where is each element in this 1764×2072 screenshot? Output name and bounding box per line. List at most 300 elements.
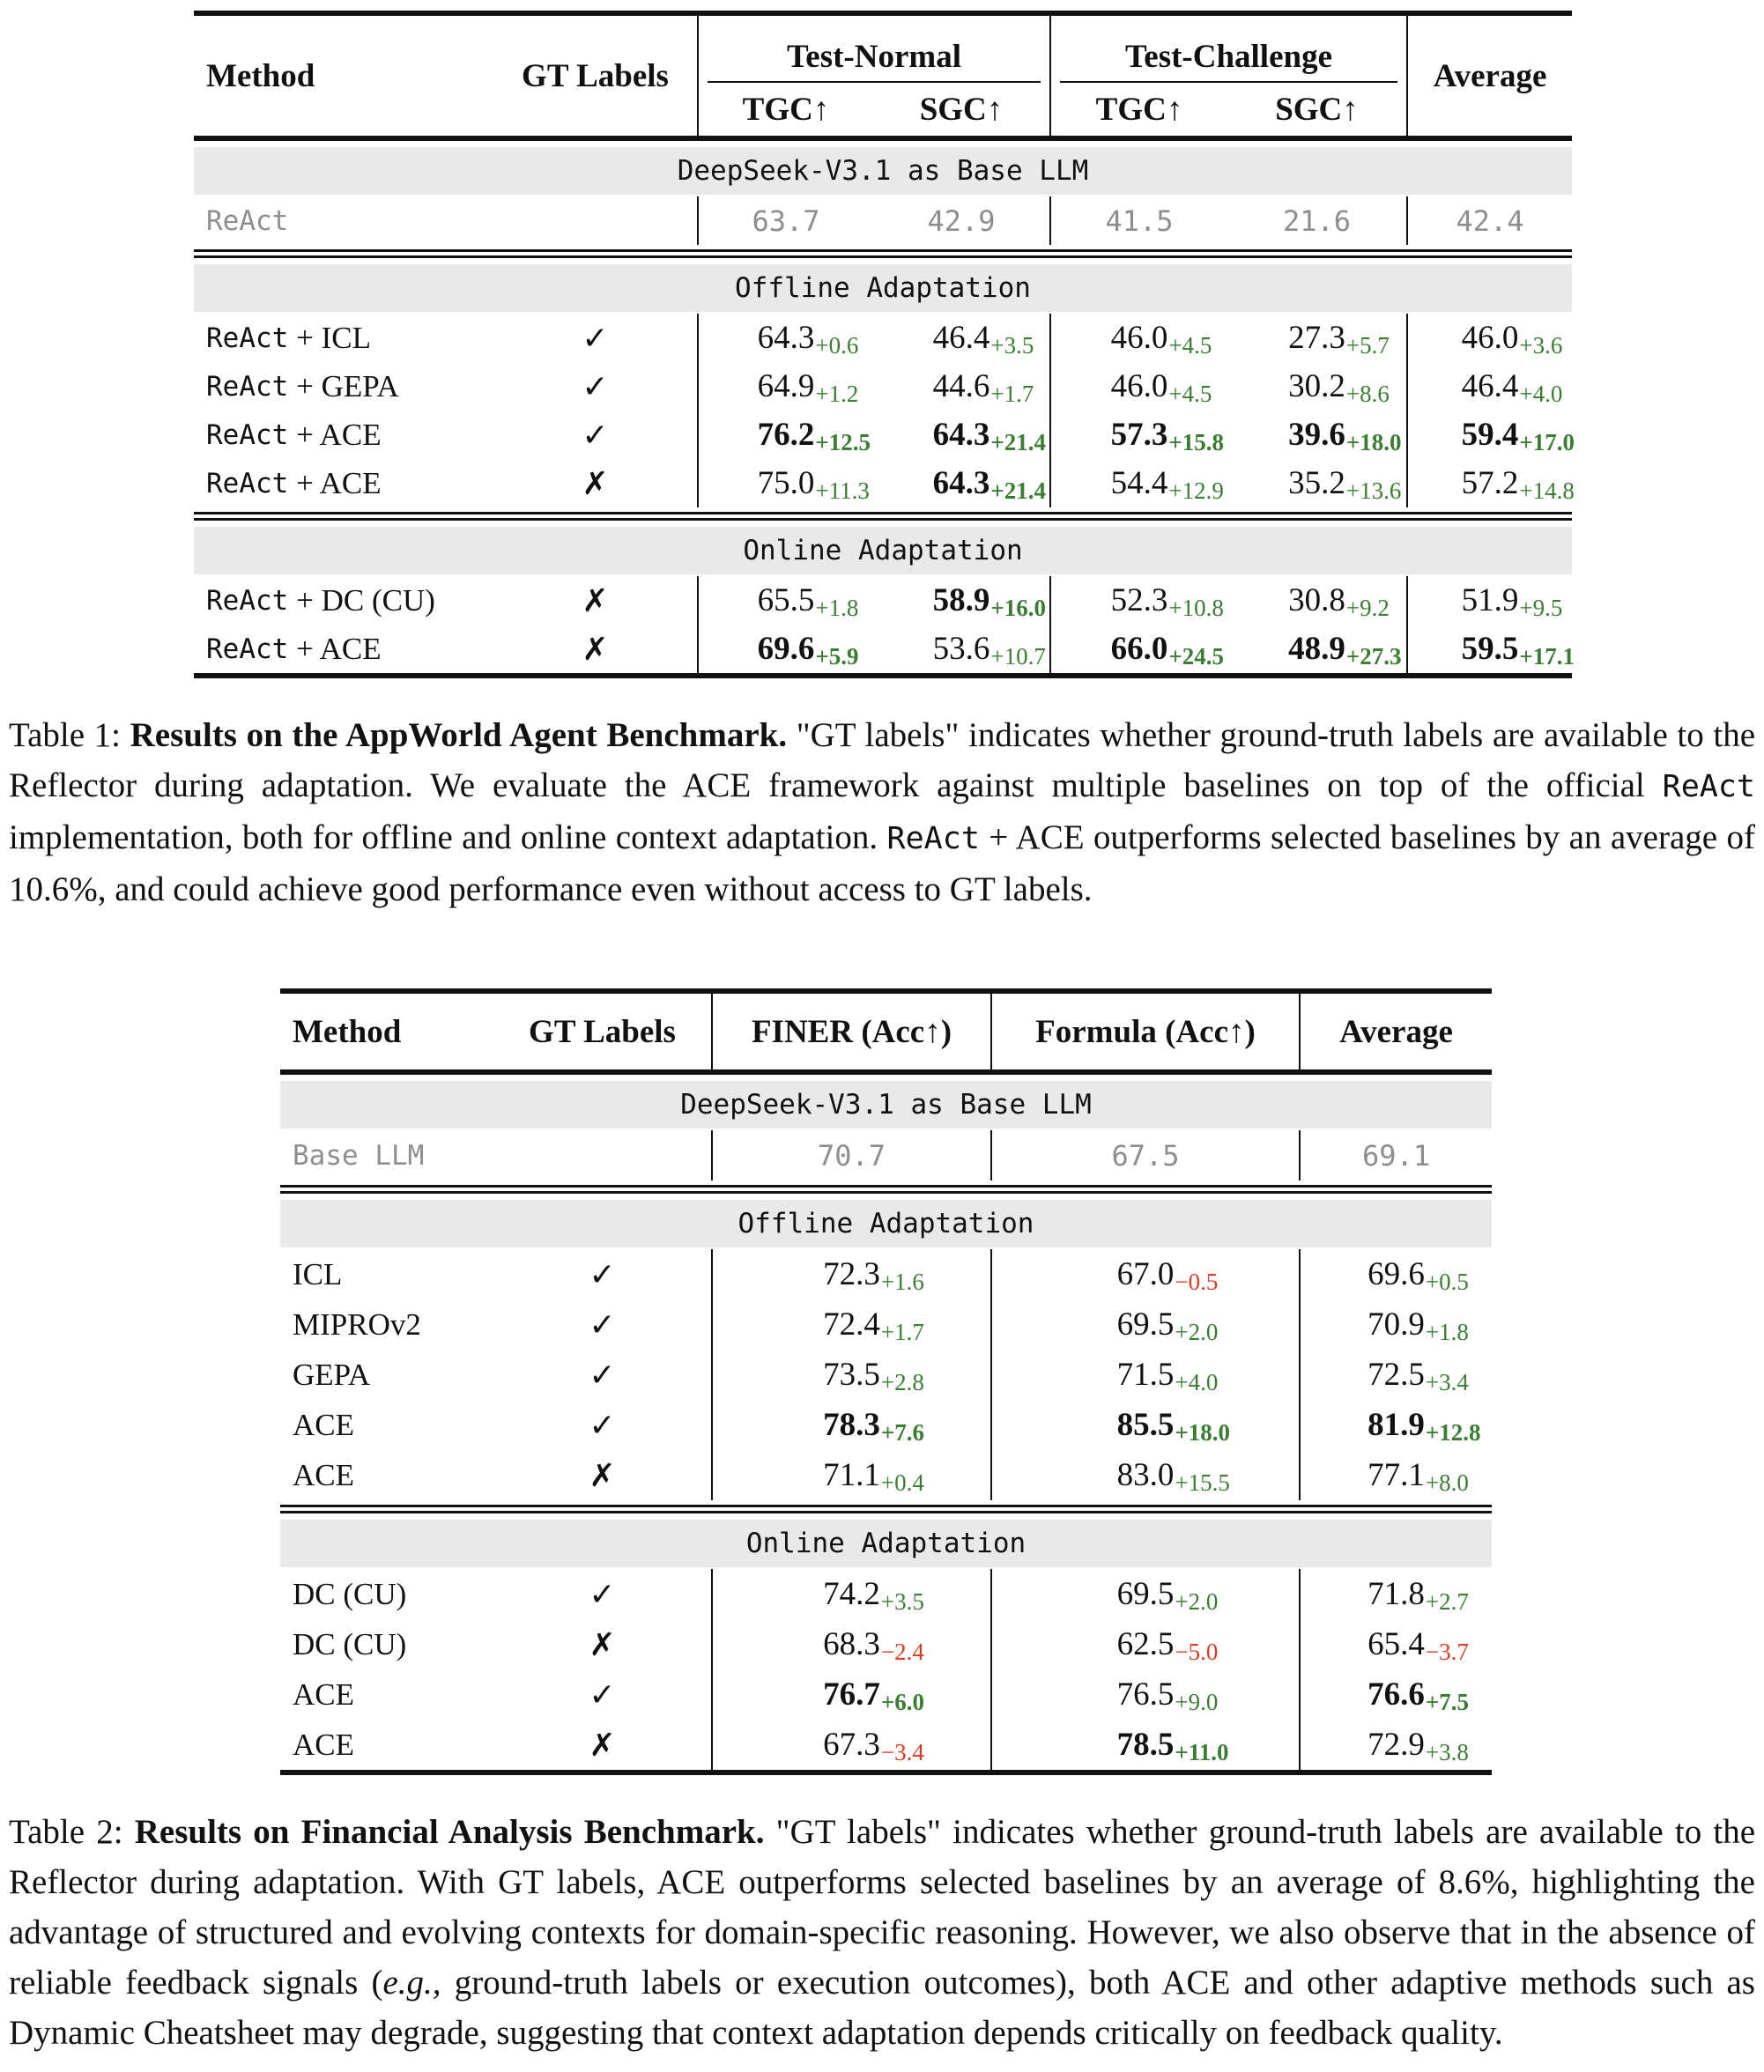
gt-labels-cell (493, 1450, 711, 1500)
value-cell (1406, 314, 1572, 362)
metric-value: 59.5 +17.1 (1461, 631, 1575, 670)
cross-icon: ✗ (582, 582, 609, 618)
metric-value: 58.9 +16.0 (932, 582, 1047, 622)
value-cell (711, 1350, 990, 1400)
delta-subscript: +4.0 (1175, 1369, 1219, 1396)
delta-subscript: −5.0 (1175, 1639, 1219, 1666)
delta-subscript: +4.5 (1168, 332, 1212, 359)
table-row (194, 411, 1575, 459)
method-cell (280, 1450, 493, 1500)
value-cell (711, 1249, 990, 1299)
value-cell (1049, 362, 1227, 411)
col-header-sgc-normal: SGC↑ (919, 91, 1004, 128)
delta-subscript: +7.5 (1425, 1689, 1470, 1716)
metric-value: 35.2 +13.6 (1288, 465, 1402, 505)
gt-labels-cell (493, 1569, 711, 1619)
value-cell (990, 1299, 1299, 1350)
table-row (280, 1720, 1492, 1770)
value-cell (1049, 411, 1227, 459)
caption-segment: e.g., (382, 1964, 441, 2002)
value-cell (990, 1619, 1299, 1669)
metric-value: 72.3 +1.6 (823, 1256, 924, 1296)
gt-labels-cell (493, 1350, 711, 1400)
value-cell (873, 362, 1049, 411)
table-row (280, 1400, 1492, 1450)
metric-value: 71.1 +0.4 (823, 1457, 924, 1497)
metric-value: 76.2 +12.5 (757, 417, 871, 456)
method-name: ICL (293, 1256, 343, 1291)
value-cell (873, 625, 1049, 673)
delta-subscript: +9.2 (1345, 595, 1390, 622)
table-2-body (280, 1081, 1492, 1770)
method-name: + DC (CU) (288, 582, 435, 618)
delta-subscript: +0.5 (1425, 1269, 1469, 1296)
check-icon: ✓ (582, 417, 609, 453)
section-band: DeepSeek-V3.1 as Base LLM (194, 147, 1572, 195)
gt-labels-cell (493, 1720, 711, 1770)
cross-icon: ✗ (582, 465, 609, 501)
caption-segment: Results on Financial Analysis Benchmark. (134, 1813, 765, 1851)
value-cell (697, 196, 873, 245)
method-name: + ACE (288, 631, 382, 666)
method-name: GEPA (293, 1357, 371, 1392)
metric-value: 30.2 +8.6 (1288, 368, 1390, 408)
delta-subscript: +14.8 (1519, 477, 1575, 505)
value-cell (990, 1669, 1299, 1720)
method-cell (280, 1249, 493, 1299)
value-cell (1299, 1350, 1492, 1400)
delta-subscript: +3.5 (990, 332, 1034, 359)
value-cell (990, 1350, 1299, 1400)
delta-subscript: +1.2 (815, 381, 859, 408)
value-cell (1049, 625, 1227, 673)
section-band: Online Adaptation (194, 527, 1572, 574)
check-icon: ✓ (589, 1576, 616, 1612)
col-header-sgc-challenge: SGC↑ (1275, 91, 1359, 128)
method-name: ACE (293, 1676, 354, 1712)
delta-subscript: +3.6 (1519, 332, 1563, 359)
value-cell (1299, 1720, 1492, 1770)
value-cell (1299, 1249, 1492, 1299)
metric-value: 44.6 +1.7 (932, 368, 1034, 408)
section-band: DeepSeek-V3.1 as Base LLM (280, 1081, 1492, 1128)
check-icon: ✓ (582, 320, 609, 356)
value-cell (1299, 1619, 1492, 1669)
delta-subscript: +13.6 (1345, 477, 1402, 505)
metric-value: 77.1 +8.0 (1367, 1457, 1469, 1497)
metric-value: 72.5 +3.4 (1367, 1357, 1469, 1396)
method-name: DC (CU) (293, 1576, 407, 1611)
metric-value: 63.7 (752, 204, 820, 238)
value-cell (697, 362, 873, 411)
metric-value: 41.5 (1105, 204, 1174, 238)
section-divider-rule (280, 1505, 1492, 1513)
gt-labels-cell (493, 314, 697, 362)
check-icon: ✓ (589, 1676, 616, 1713)
metric-value: 65.4 −3.7 (1367, 1626, 1469, 1666)
delta-subscript: +1.8 (815, 595, 859, 622)
table-1-body (194, 147, 1575, 673)
value-cell (990, 1249, 1299, 1299)
method-name: DC (CU) (293, 1626, 407, 1661)
delta-subscript: −2.4 (880, 1639, 924, 1666)
table-2-caption (9, 1807, 1755, 2058)
caption-segment: ground-truth labels or execution outcomes), both ACE and other adaptive methods such as Dynamic Cheatsheet may degrade, suggesting that context adaptation depends critically on feedback quality. (9, 1964, 1755, 2052)
delta-subscript: +10.7 (990, 643, 1046, 670)
metric-value: 76.6 +7.5 (1367, 1676, 1470, 1716)
value-cell (1299, 1299, 1492, 1350)
delta-subscript: +21.4 (990, 477, 1047, 505)
metric-value: 85.5 +18.0 (1116, 1407, 1231, 1447)
table-row (280, 1619, 1492, 1669)
check-icon: ✓ (589, 1256, 616, 1292)
metric-value: 68.3 −2.4 (823, 1626, 924, 1666)
metric-value: 39.6 +18.0 (1288, 417, 1402, 456)
col-header-average: Average (1406, 16, 1572, 136)
metric-value: 42.9 (927, 204, 996, 238)
table-row (194, 196, 1572, 245)
metric-value: 78.5 +11.0 (1116, 1727, 1229, 1766)
metric-value: 69.6 +5.9 (757, 631, 859, 670)
caption-segment: ReAct (1662, 769, 1755, 804)
delta-subscript: +9.0 (1175, 1689, 1219, 1716)
value-cell (873, 411, 1049, 459)
gt-labels-cell (493, 1299, 711, 1350)
delta-subscript: +1.8 (1425, 1319, 1469, 1346)
metric-value: 57.3 +15.8 (1110, 417, 1225, 456)
section-band: Online Adaptation (280, 1520, 1492, 1567)
value-cell (697, 411, 873, 459)
method-cell (280, 1350, 493, 1400)
caption-segment: + ACE outperforms selected baselines by an average of 10.6%, and could achieve good performance even without access to GT labels. (9, 818, 1755, 908)
method-cell (280, 1619, 493, 1669)
metric-value: 46.0 +4.5 (1110, 320, 1212, 359)
method-name: ACE (293, 1407, 354, 1442)
value-cell (1049, 459, 1227, 507)
delta-subscript: +18.0 (1175, 1419, 1231, 1447)
table-1-caption (9, 710, 1755, 914)
delta-subscript: +0.4 (880, 1469, 924, 1497)
table-row (194, 625, 1575, 673)
gt-labels-cell (493, 1619, 711, 1669)
value-cell (711, 1450, 990, 1500)
value-cell (1227, 411, 1406, 459)
value-cell (1299, 1569, 1492, 1619)
value-cell (990, 1450, 1299, 1500)
delta-subscript: +21.4 (990, 429, 1047, 456)
col-header-gt-labels: GT Labels (529, 1013, 676, 1050)
value-cell (990, 1400, 1299, 1450)
method-name-mono: Base LLM (293, 1139, 425, 1172)
metric-value: 81.9 +12.8 (1367, 1407, 1481, 1447)
gt-labels-cell (493, 459, 697, 507)
metric-value: 69.1 (1361, 1138, 1431, 1173)
delta-subscript: −3.4 (880, 1739, 924, 1766)
table-1-header (194, 16, 1572, 136)
check-icon: ✓ (589, 1407, 616, 1443)
metric-value: 27.3 +5.7 (1288, 320, 1390, 359)
metric-value: 69.6 +0.5 (1367, 1256, 1469, 1296)
cross-icon: ✗ (582, 631, 609, 667)
delta-subscript: +16.0 (990, 595, 1047, 622)
col-header-gt-labels: GT Labels (522, 57, 669, 94)
metric-value: 46.0 +4.5 (1110, 368, 1212, 408)
metric-value: 42.4 (1456, 204, 1524, 238)
method-cell (280, 1669, 493, 1720)
value-cell (1227, 625, 1406, 673)
value-cell (1227, 576, 1406, 625)
value-cell (711, 1720, 990, 1770)
metric-value: 67.5 (1111, 1138, 1180, 1173)
metric-value: 76.5 +9.0 (1116, 1676, 1219, 1716)
metric-value: 65.5 +1.8 (757, 582, 859, 622)
metric-value: 54.4 +12.9 (1110, 465, 1224, 505)
delta-subscript: +11.0 (1175, 1739, 1229, 1766)
method-cell (280, 1720, 493, 1770)
value-cell (873, 459, 1049, 507)
method-cell (194, 459, 493, 507)
cross-icon: ✗ (589, 1727, 616, 1763)
value-cell (873, 196, 1049, 245)
value-cell (990, 1569, 1299, 1619)
metric-value: 64.3 +21.4 (932, 465, 1047, 505)
table-2-header-rule (280, 1069, 1492, 1075)
metric-value: 72.4 +1.7 (823, 1306, 924, 1346)
method-name: + ACE (288, 417, 382, 452)
metric-value: 52.3 +10.8 (1110, 582, 1224, 622)
check-icon: ✓ (589, 1357, 616, 1393)
method-name-mono: ReAct (206, 204, 289, 237)
method-cell (280, 1130, 493, 1180)
delta-subscript: +27.3 (1345, 643, 1402, 670)
metric-value: 46.0 +3.6 (1461, 320, 1563, 359)
value-cell (1406, 411, 1575, 459)
value-cell (1406, 362, 1572, 411)
value-cell (1049, 576, 1227, 625)
metric-value: 70.9 +1.8 (1367, 1306, 1469, 1346)
col-header-finer: FINER (Acc↑) (711, 994, 990, 1069)
metric-value: 59.4 +17.0 (1461, 417, 1575, 456)
metric-value: 71.5 +4.0 (1116, 1357, 1219, 1396)
metric-value: 76.7 +6.0 (823, 1676, 925, 1716)
table-2 (280, 988, 1492, 1775)
delta-subscript: +8.6 (1345, 381, 1390, 408)
delta-subscript: +3.4 (1425, 1369, 1469, 1396)
caption-segment: "GT labels" indicates whether ground-truth labels are available to the Reflector during adaptation. We evaluate the ACE framework against multiple baselines on top of the official (9, 716, 1756, 804)
col-header-tgc-normal: TGC↑ (697, 83, 873, 136)
col-group-test-challenge (1049, 16, 1406, 83)
table-row (280, 1450, 1492, 1500)
value-cell (711, 1619, 990, 1669)
value-cell (1299, 1669, 1492, 1720)
delta-subscript: +10.8 (1168, 595, 1224, 622)
value-cell (697, 576, 873, 625)
metric-value: 75.0 +11.3 (757, 465, 870, 505)
method-name: + ICL (288, 320, 371, 355)
table-row (280, 1669, 1492, 1720)
value-cell (697, 459, 873, 507)
delta-subscript: +3.5 (880, 1588, 924, 1616)
method-name: + GEPA (288, 368, 399, 403)
group-label-test-challenge: Test-Challenge (1060, 27, 1397, 83)
metric-value: 67.0 −0.5 (1116, 1256, 1219, 1296)
metric-value: 70.7 (817, 1138, 886, 1173)
method-cell (194, 314, 493, 362)
metric-value: 51.9 +9.5 (1461, 582, 1563, 622)
gt-labels-cell (493, 576, 697, 625)
table-1-header-rule (194, 136, 1572, 141)
method-name-mono: ReAct (206, 322, 289, 354)
delta-subscript: +1.7 (990, 381, 1034, 408)
delta-subscript: +4.5 (1168, 381, 1212, 408)
delta-subscript: +2.0 (1175, 1319, 1219, 1346)
method-cell (194, 196, 493, 245)
check-icon: ✓ (589, 1306, 616, 1343)
method-name: MIPROv2 (293, 1306, 421, 1342)
delta-subscript: +12.8 (1425, 1419, 1481, 1447)
metric-value: 66.0 +24.5 (1110, 631, 1225, 670)
value-cell (1227, 459, 1406, 507)
table-1-bottom-rule (194, 673, 1572, 678)
value-cell (711, 1569, 990, 1619)
col-header-average: Average (1299, 994, 1492, 1069)
caption-segment: "GT labels" indicates whether ground-truth labels are available to the Reflector during adaptation. With GT labels, ACE outperforms selected baselines by an average of 8.6%, highlighting the advantage of structured and evolving contexts for domain-specific reasoning. However, we also observe that in the absence of reliable feedback signals ( (9, 1813, 1756, 2002)
metric-value: 64.3 +0.6 (757, 320, 859, 359)
value-cell (1299, 1130, 1492, 1180)
value-cell (697, 625, 873, 673)
table-row (194, 314, 1572, 362)
metric-value: 64.9 +1.2 (757, 368, 859, 408)
delta-subscript: +11.3 (815, 477, 870, 505)
caption-segment: Results on the AppWorld Agent Benchmark. (130, 716, 788, 754)
value-cell (711, 1130, 990, 1180)
method-cell (194, 625, 493, 673)
check-icon: ✓ (582, 368, 609, 404)
delta-subscript: −0.5 (1175, 1269, 1219, 1296)
value-cell (1406, 576, 1572, 625)
method-name-mono: ReAct (206, 584, 289, 617)
method-cell (194, 411, 493, 459)
gt-labels-cell (493, 1130, 711, 1180)
metric-value: 71.8 +2.7 (1367, 1576, 1469, 1616)
table-row (194, 576, 1572, 625)
delta-subscript: +2.0 (1175, 1588, 1219, 1616)
metric-value: 78.3 +7.6 (823, 1407, 925, 1447)
method-name-mono: ReAct (206, 633, 289, 665)
metric-value: 62.5 −5.0 (1116, 1626, 1219, 1666)
metric-value: 83.0 +15.5 (1116, 1457, 1230, 1497)
metric-value: 72.9 +3.8 (1367, 1727, 1469, 1766)
method-cell (280, 1400, 493, 1450)
col-header-formula: Formula (Acc↑) (990, 994, 1299, 1069)
delta-subscript: +9.5 (1519, 595, 1563, 622)
delta-subscript: +7.6 (880, 1419, 925, 1447)
metric-value: 73.5 +2.8 (823, 1357, 924, 1396)
method-cell (194, 362, 493, 411)
value-cell (990, 1720, 1299, 1770)
method-cell (194, 576, 493, 625)
delta-subscript: +1.7 (880, 1319, 924, 1346)
metric-value: 74.2 +3.5 (823, 1576, 924, 1616)
method-name-mono: ReAct (206, 467, 289, 500)
value-cell (1227, 362, 1406, 411)
value-cell (1227, 196, 1406, 245)
col-group-test-normal (697, 16, 1049, 83)
delta-subscript: +3.8 (1425, 1739, 1469, 1766)
delta-subscript: −3.7 (1425, 1639, 1469, 1666)
value-cell (1049, 314, 1227, 362)
metric-value: 69.5 +2.0 (1116, 1576, 1219, 1616)
col-header-tgc-challenge: TGC↑ (1049, 83, 1227, 136)
cross-icon: ✗ (589, 1626, 616, 1662)
value-cell (1406, 625, 1575, 673)
method-name: ACE (293, 1727, 354, 1762)
table-row (280, 1350, 1492, 1400)
metric-value: 48.9 +27.3 (1288, 631, 1402, 670)
metric-value: 64.3 +21.4 (932, 417, 1047, 456)
delta-subscript: +0.6 (815, 332, 859, 359)
delta-subscript: +15.5 (1175, 1469, 1230, 1497)
value-cell (1299, 1400, 1492, 1450)
gt-labels-cell (493, 1400, 711, 1450)
group-label-test-normal: Test-Normal (708, 27, 1041, 83)
metric-value: 21.6 (1282, 204, 1352, 238)
delta-subscript: +15.8 (1168, 429, 1225, 456)
metric-value: 30.8 +9.2 (1288, 582, 1390, 622)
metric-value: 69.5 +2.0 (1116, 1306, 1219, 1346)
method-name-mono: ReAct (206, 418, 289, 451)
value-cell (1406, 196, 1572, 245)
delta-subscript: +2.8 (880, 1369, 924, 1396)
delta-subscript: +2.7 (1425, 1588, 1469, 1616)
value-cell (711, 1299, 990, 1350)
delta-subscript: +12.5 (815, 429, 871, 456)
table-row (280, 1299, 1492, 1350)
col-header-method: Method (206, 57, 315, 94)
metric-value: 46.4 +3.5 (932, 320, 1034, 359)
method-name: + ACE (288, 465, 382, 500)
delta-subscript: +4.0 (1519, 381, 1563, 408)
delta-subscript: +24.5 (1168, 643, 1225, 670)
gt-labels-cell (493, 1669, 711, 1720)
value-cell (1049, 196, 1227, 245)
caption-segment: ReAct (886, 821, 980, 856)
table-row (280, 1569, 1492, 1619)
section-divider-rule (280, 1185, 1492, 1194)
metric-value: 53.6 +10.7 (932, 631, 1046, 670)
table-1 (194, 11, 1575, 678)
delta-subscript: +5.9 (815, 643, 859, 670)
caption-segment: implementation, both for offline and online context adaptation. (9, 818, 887, 856)
metric-value: 57.2 +14.8 (1461, 465, 1575, 505)
value-cell (1406, 459, 1575, 507)
delta-subscript: +5.7 (1345, 332, 1390, 359)
delta-subscript: +12.9 (1168, 477, 1224, 505)
value-cell (873, 314, 1049, 362)
value-cell (1299, 1450, 1492, 1500)
delta-subscript: +17.1 (1519, 643, 1575, 670)
caption-segment: Table 1: (9, 716, 130, 754)
col-header-method: Method (293, 1013, 402, 1050)
delta-subscript: +1.6 (880, 1269, 924, 1296)
caption-segment: Table 2: (9, 1813, 135, 1851)
method-cell (280, 1299, 493, 1350)
cross-icon: ✗ (589, 1457, 616, 1493)
delta-subscript: +17.0 (1519, 429, 1575, 456)
table-row (194, 459, 1575, 507)
metric-value: 46.4 +4.0 (1461, 368, 1563, 408)
table-row (280, 1249, 1492, 1299)
